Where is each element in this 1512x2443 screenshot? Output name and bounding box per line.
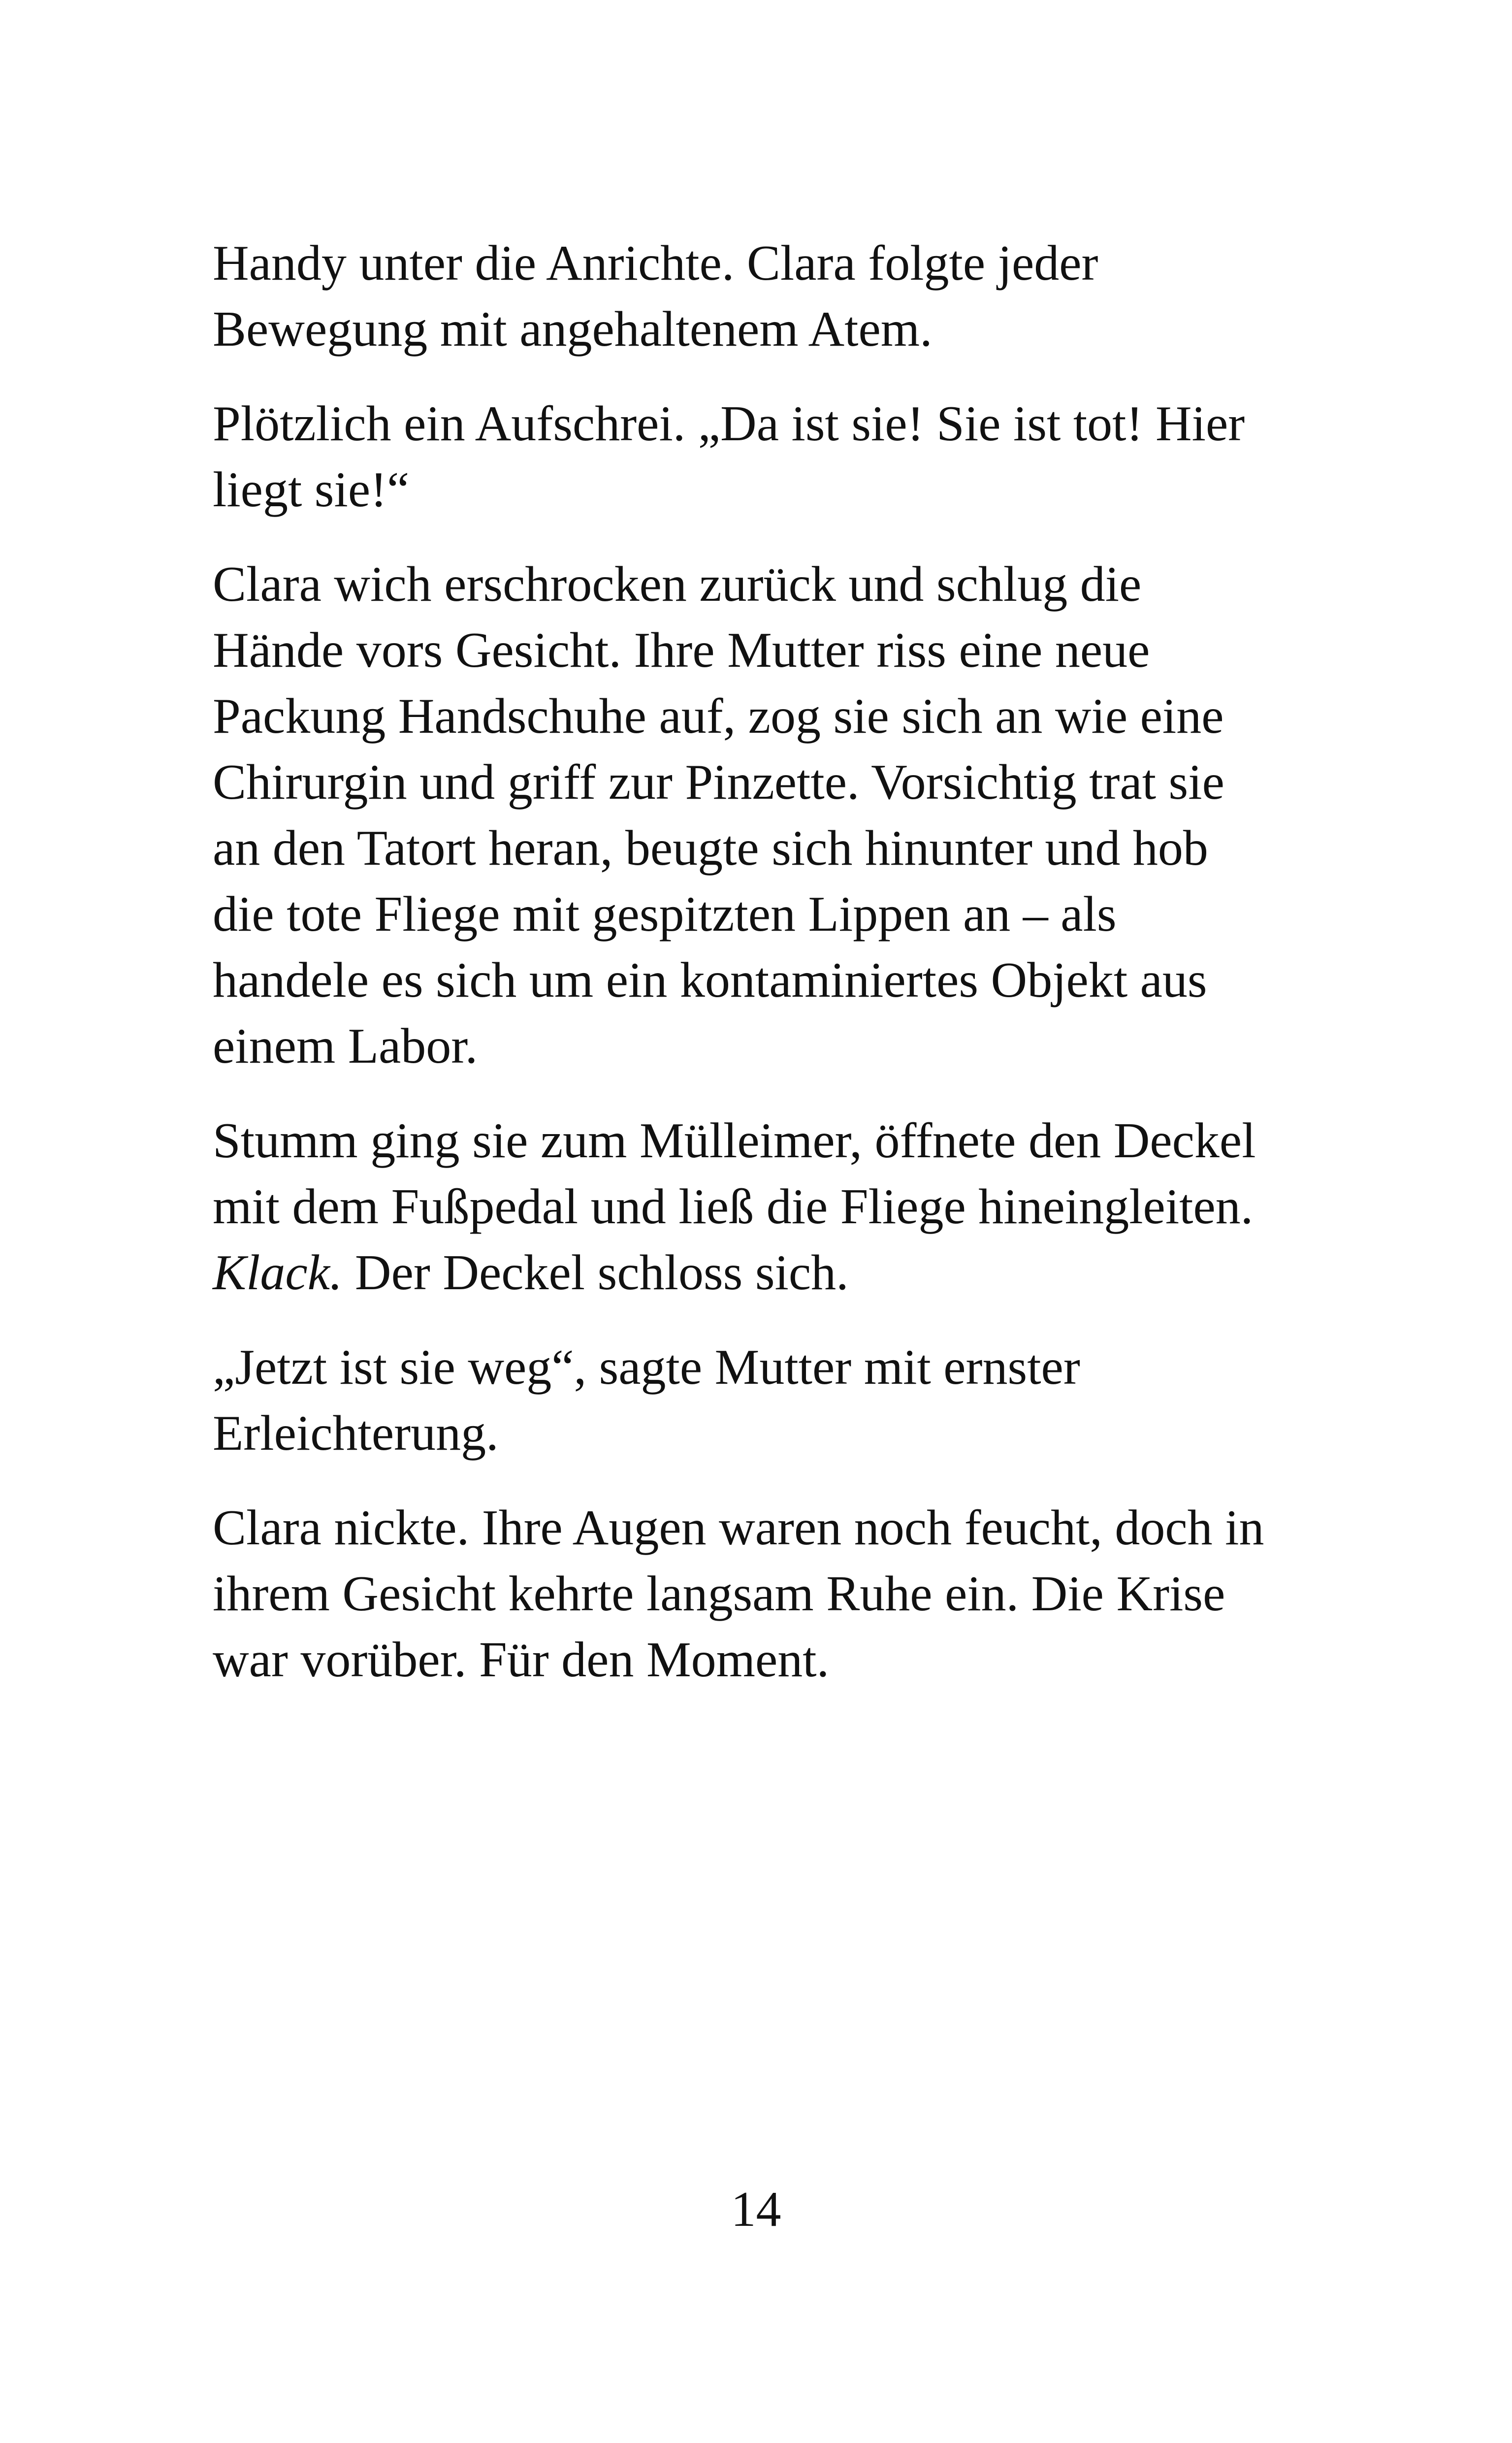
paragraph bbox=[213, 230, 1311, 362]
text-line: liegt sie!“ bbox=[213, 462, 410, 518]
text-line: Chirurgin und griff zur Pinzette. Vorsichtig trat sie bbox=[213, 754, 1224, 810]
paragraph bbox=[213, 1108, 1311, 1306]
text-line: Clara nickte. Ihre Augen waren noch feucht, doch in bbox=[213, 1500, 1264, 1556]
paragraph bbox=[213, 391, 1311, 523]
text-line bbox=[213, 1240, 1311, 1306]
page-number: 14 bbox=[731, 2182, 781, 2237]
text-line: „Jetzt ist sie weg“, sagte Mutter mit ernster bbox=[213, 1339, 1080, 1395]
text-line: Stumm ging sie zum Mülleimer, öffnete den Deckel bbox=[213, 1113, 1256, 1169]
paragraph bbox=[213, 1495, 1311, 1693]
text-line: war vorüber. Für den Moment. bbox=[213, 1632, 830, 1688]
text-line: ihrem Gesicht kehrte langsam Ruhe ein. Die Krise bbox=[213, 1566, 1225, 1622]
text-line: handele es sich um ein kontaminiertes Objekt aus bbox=[213, 952, 1207, 1008]
paragraph bbox=[213, 552, 1311, 1079]
paragraph bbox=[213, 1335, 1311, 1466]
text-line: Packung Handschuhe auf, zog sie sich an wie eine bbox=[213, 688, 1224, 744]
text-line: Clara wich erschrocken zurück und schlug die bbox=[213, 556, 1142, 612]
text-line: an den Tatort heran, beugte sich hinunter und hob bbox=[213, 820, 1208, 876]
text-line: Handy unter die Anrichte. Clara folgte jeder bbox=[213, 235, 1098, 291]
text-line: Hände vors Gesicht. Ihre Mutter riss eine neue bbox=[213, 622, 1150, 678]
text-line: Plötzlich ein Aufschrei. „Da ist sie! Sie ist tot! Hier bbox=[213, 396, 1245, 452]
body-text bbox=[213, 230, 1311, 1722]
italic-sound-word: Klack. bbox=[213, 1245, 343, 1301]
text-line: Erleichterung. bbox=[213, 1405, 499, 1461]
text-line: Bewegung mit angehaltenem Atem. bbox=[213, 301, 933, 357]
text-line: die tote Fliege mit gespitzten Lippen an – als bbox=[213, 886, 1117, 942]
text-fragment: Der Deckel schloss sich. bbox=[342, 1245, 849, 1301]
text-line: einem Labor. bbox=[213, 1018, 478, 1074]
text-line: mit dem Fußpedal und ließ die Fliege hineingleiten. bbox=[213, 1179, 1254, 1235]
